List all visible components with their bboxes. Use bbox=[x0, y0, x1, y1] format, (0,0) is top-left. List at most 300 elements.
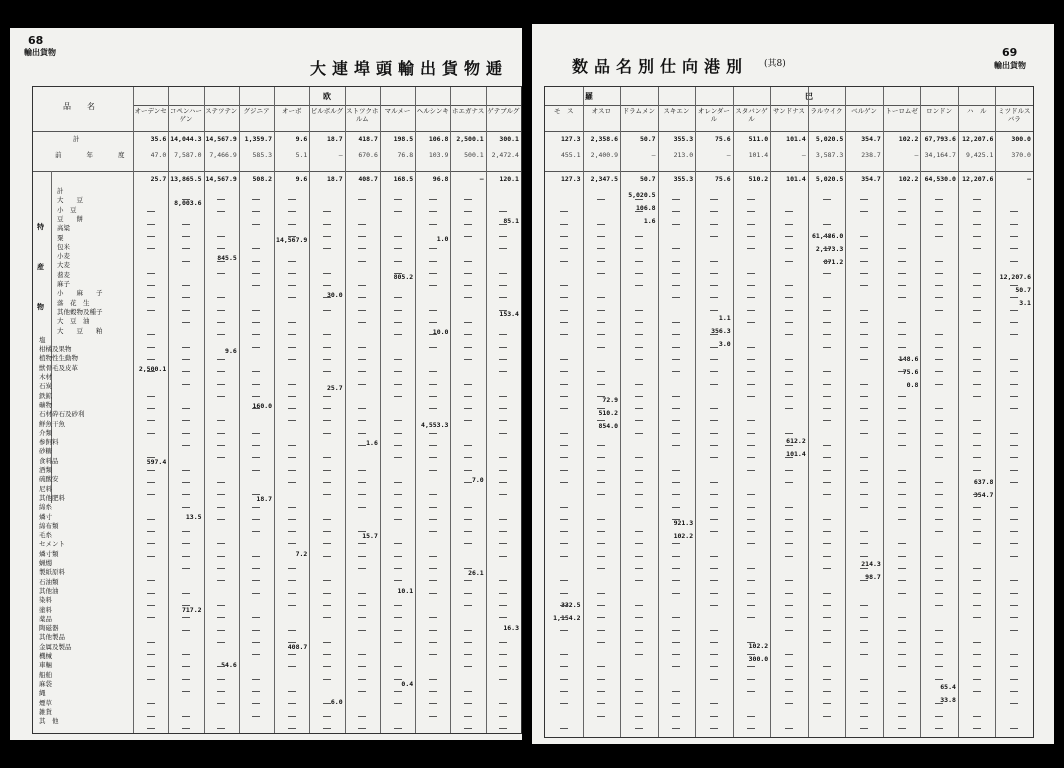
item-label: 蕎麦 bbox=[57, 270, 70, 279]
empty-cell-dash bbox=[1010, 359, 1018, 360]
empty-cell-dash bbox=[394, 494, 402, 495]
empty-cell-dash bbox=[288, 273, 296, 274]
total-row-cell: 9.6 bbox=[295, 135, 308, 143]
empty-cell-dash bbox=[898, 224, 906, 225]
empty-cell-dash bbox=[935, 494, 943, 495]
empty-cell-dash bbox=[747, 396, 755, 397]
empty-cell-dash bbox=[597, 445, 605, 446]
empty-cell-dash bbox=[499, 408, 507, 409]
empty-cell-dash bbox=[182, 531, 190, 532]
empty-cell-dash bbox=[217, 359, 225, 360]
special-total-cell: 127.3 bbox=[560, 175, 581, 183]
empty-cell-dash bbox=[394, 334, 402, 335]
empty-cell-dash bbox=[560, 297, 568, 298]
empty-cell-dash bbox=[898, 433, 906, 434]
empty-cell-dash bbox=[288, 347, 296, 348]
empty-cell-dash bbox=[499, 519, 507, 520]
empty-cell-dash bbox=[429, 568, 437, 569]
empty-cell-dash bbox=[217, 679, 225, 680]
empty-cell-dash bbox=[935, 211, 943, 212]
empty-cell-dash bbox=[499, 666, 507, 667]
empty-cell-dash bbox=[182, 408, 190, 409]
special-total-cell: — bbox=[479, 175, 484, 183]
item-label: 高粱 bbox=[57, 224, 70, 233]
empty-cell-dash bbox=[823, 666, 831, 667]
region-header: 欧 bbox=[323, 91, 331, 101]
empty-cell-dash bbox=[464, 728, 472, 729]
prev-row-cell: 76.8 bbox=[397, 151, 414, 159]
item-label: 煙草 bbox=[39, 698, 52, 707]
empty-cell-dash bbox=[499, 211, 507, 212]
empty-cell-dash bbox=[147, 580, 155, 581]
empty-cell-dash bbox=[429, 322, 437, 323]
empty-cell-dash bbox=[358, 556, 366, 557]
empty-cell-dash bbox=[747, 445, 755, 446]
empty-cell-dash bbox=[182, 593, 190, 594]
empty-cell-dash bbox=[288, 211, 296, 212]
empty-cell-dash bbox=[1010, 445, 1018, 446]
empty-cell-dash bbox=[252, 703, 260, 704]
item-label: 金属及製品 bbox=[39, 642, 72, 651]
empty-cell-dash bbox=[785, 470, 793, 471]
empty-cell-dash bbox=[710, 630, 718, 631]
empty-cell-dash bbox=[747, 199, 755, 200]
total-row-cell: 2,358.6 bbox=[590, 135, 619, 143]
empty-cell-dash bbox=[935, 310, 943, 311]
empty-cell-dash bbox=[358, 716, 366, 717]
empty-cell-dash bbox=[898, 630, 906, 631]
empty-cell-dash bbox=[464, 507, 472, 508]
value-cell: 13.5 bbox=[185, 513, 202, 521]
empty-cell-dash bbox=[973, 642, 981, 643]
empty-cell-dash bbox=[597, 334, 605, 335]
empty-cell-dash bbox=[898, 248, 906, 249]
empty-cell-dash bbox=[1010, 224, 1018, 225]
empty-cell-dash bbox=[147, 556, 155, 557]
empty-cell-dash bbox=[823, 630, 831, 631]
empty-cell-dash bbox=[1010, 310, 1018, 311]
empty-cell-dash bbox=[182, 322, 190, 323]
empty-cell-dash bbox=[898, 285, 906, 286]
empty-cell-dash bbox=[499, 371, 507, 372]
empty-cell-dash bbox=[358, 285, 366, 286]
empty-cell-dash bbox=[973, 716, 981, 717]
empty-cell-dash bbox=[182, 568, 190, 569]
empty-cell-dash bbox=[973, 371, 981, 372]
empty-cell-dash bbox=[635, 420, 643, 421]
empty-cell-dash bbox=[560, 236, 568, 237]
empty-cell-dash bbox=[785, 248, 793, 249]
empty-cell-dash bbox=[747, 359, 755, 360]
value-cell: 4,553.3 bbox=[421, 421, 449, 429]
empty-cell-dash bbox=[710, 531, 718, 532]
empty-cell-dash bbox=[358, 482, 366, 483]
empty-cell-dash bbox=[898, 261, 906, 262]
empty-cell-dash bbox=[860, 334, 868, 335]
empty-cell-dash bbox=[182, 445, 190, 446]
empty-cell-dash bbox=[898, 396, 906, 397]
value-cell: 871.2 bbox=[823, 258, 844, 266]
empty-cell-dash bbox=[323, 371, 331, 372]
empty-cell-dash bbox=[860, 322, 868, 323]
empty-cell-dash bbox=[323, 519, 331, 520]
empty-cell-dash bbox=[935, 261, 943, 262]
empty-cell-dash bbox=[252, 199, 260, 200]
item-label: 車輛 bbox=[39, 661, 52, 670]
empty-cell-dash bbox=[464, 605, 472, 606]
empty-cell-dash bbox=[747, 297, 755, 298]
empty-cell-dash bbox=[597, 568, 605, 569]
empty-cell-dash bbox=[785, 556, 793, 557]
prev-row-cell: 670.6 bbox=[358, 151, 378, 159]
empty-cell-dash bbox=[182, 728, 190, 729]
empty-cell-dash bbox=[252, 691, 260, 692]
empty-cell-dash bbox=[710, 457, 718, 458]
empty-cell-dash bbox=[499, 224, 507, 225]
empty-cell-dash bbox=[785, 445, 793, 446]
total-row-cell: 14,044.3 bbox=[170, 135, 202, 143]
empty-cell-dash bbox=[785, 580, 793, 581]
empty-cell-dash bbox=[898, 482, 906, 483]
column-divider bbox=[415, 87, 416, 733]
empty-cell-dash bbox=[394, 322, 402, 323]
empty-cell-dash bbox=[898, 691, 906, 692]
empty-cell-dash bbox=[672, 261, 680, 262]
special-total-cell: 101.4 bbox=[786, 175, 806, 183]
empty-cell-dash bbox=[1010, 236, 1018, 237]
value-cell: 354.7 bbox=[973, 491, 994, 499]
item-label: 鉄鉱 bbox=[39, 391, 52, 400]
empty-cell-dash bbox=[785, 224, 793, 225]
empty-cell-dash bbox=[182, 470, 190, 471]
empty-cell-dash bbox=[358, 666, 366, 667]
empty-cell-dash bbox=[785, 691, 793, 692]
value-cell: 3.0 bbox=[718, 340, 731, 348]
empty-cell-dash bbox=[394, 248, 402, 249]
column-header: オーボ bbox=[281, 107, 302, 115]
value-cell: 153.4 bbox=[499, 310, 519, 318]
value-cell: 30.0 bbox=[326, 291, 343, 299]
empty-cell-dash bbox=[323, 396, 331, 397]
empty-cell-dash bbox=[898, 408, 906, 409]
empty-cell-dash bbox=[217, 248, 225, 249]
empty-cell-dash bbox=[288, 531, 296, 532]
empty-cell-dash bbox=[935, 605, 943, 606]
empty-cell-dash bbox=[252, 519, 260, 520]
empty-cell-dash bbox=[635, 433, 643, 434]
value-cell: 612.2 bbox=[786, 437, 806, 445]
region-header-right: 巴 bbox=[805, 91, 813, 101]
total-row-cell: 106.8 bbox=[428, 135, 449, 143]
empty-cell-dash bbox=[935, 199, 943, 200]
item-label: 其他油 bbox=[39, 586, 59, 595]
prev-row-cell: 370.0 bbox=[1011, 151, 1031, 159]
empty-cell-dash bbox=[288, 420, 296, 421]
item-label: 綿糸 bbox=[39, 503, 52, 512]
empty-cell-dash bbox=[710, 433, 718, 434]
empty-cell-dash bbox=[429, 519, 437, 520]
empty-cell-dash bbox=[710, 605, 718, 606]
empty-cell-dash bbox=[323, 666, 331, 667]
item-label: 小 麻 子 bbox=[57, 289, 103, 298]
empty-cell-dash bbox=[597, 347, 605, 348]
item-label: 食料品 bbox=[39, 456, 59, 465]
empty-cell-dash bbox=[323, 211, 331, 212]
column-header: ミツドルスバラ bbox=[998, 107, 1031, 123]
empty-cell-dash bbox=[860, 408, 868, 409]
value-cell: 106.8 bbox=[636, 204, 656, 212]
empty-cell-dash bbox=[499, 347, 507, 348]
empty-cell-dash bbox=[358, 568, 366, 569]
item-label: 其他穀物及種子 bbox=[57, 307, 103, 316]
empty-cell-dash bbox=[358, 445, 366, 446]
empty-cell-dash bbox=[429, 457, 437, 458]
empty-cell-dash bbox=[898, 494, 906, 495]
empty-cell-dash bbox=[747, 433, 755, 434]
empty-cell-dash bbox=[823, 494, 831, 495]
value-cell: 845.5 bbox=[217, 254, 237, 262]
empty-cell-dash bbox=[860, 507, 868, 508]
empty-cell-dash bbox=[747, 605, 755, 606]
special-total-cell: 64,530.0 bbox=[924, 175, 956, 183]
empty-cell-dash bbox=[394, 420, 402, 421]
empty-cell-dash bbox=[358, 224, 366, 225]
empty-cell-dash bbox=[394, 580, 402, 581]
empty-cell-dash bbox=[710, 728, 718, 729]
empty-cell-dash bbox=[710, 408, 718, 409]
empty-cell-dash bbox=[323, 580, 331, 581]
empty-cell-dash bbox=[394, 728, 402, 729]
total-row-cell: 14,567.9 bbox=[205, 135, 237, 143]
empty-cell-dash bbox=[823, 273, 831, 274]
value-cell: 102.2 bbox=[748, 642, 769, 650]
empty-cell-dash bbox=[429, 248, 437, 249]
empty-cell-dash bbox=[785, 593, 793, 594]
item-label: 植物性生動物 bbox=[39, 354, 78, 363]
empty-cell-dash bbox=[860, 470, 868, 471]
empty-cell-dash bbox=[147, 248, 155, 249]
empty-cell-dash bbox=[785, 679, 793, 680]
empty-cell-dash bbox=[147, 347, 155, 348]
empty-cell-dash bbox=[217, 371, 225, 372]
empty-cell-dash bbox=[358, 679, 366, 680]
empty-cell-dash bbox=[635, 494, 643, 495]
empty-cell-dash bbox=[935, 519, 943, 520]
item-label: 木材 bbox=[39, 373, 52, 381]
empty-cell-dash bbox=[429, 347, 437, 348]
prev-year-label: 前 年 度 bbox=[55, 151, 129, 159]
empty-cell-dash bbox=[973, 384, 981, 385]
empty-cell-dash bbox=[935, 482, 943, 483]
empty-cell-dash bbox=[288, 654, 296, 655]
prev-row-cell: 34,164.7 bbox=[924, 151, 956, 159]
value-cell: 10.0 bbox=[432, 328, 449, 336]
empty-cell-dash bbox=[935, 433, 943, 434]
column-header: ホエガナス bbox=[451, 107, 485, 115]
empty-cell-dash bbox=[147, 728, 155, 729]
value-cell: 1.6 bbox=[366, 439, 378, 447]
empty-cell-dash bbox=[182, 666, 190, 667]
empty-cell-dash bbox=[635, 408, 643, 409]
empty-cell-dash bbox=[464, 543, 472, 544]
empty-cell-dash bbox=[147, 408, 155, 409]
empty-cell-dash bbox=[1010, 605, 1018, 606]
empty-cell-dash bbox=[823, 199, 831, 200]
item-label: 柑橘及果物 bbox=[39, 345, 72, 354]
empty-cell-dash bbox=[429, 273, 437, 274]
empty-cell-dash bbox=[1010, 728, 1018, 729]
item-label: 薬品 bbox=[39, 614, 52, 623]
empty-cell-dash bbox=[710, 420, 718, 421]
empty-cell-dash bbox=[252, 556, 260, 557]
empty-cell-dash bbox=[898, 334, 906, 335]
empty-cell-dash bbox=[147, 211, 155, 212]
empty-cell-dash bbox=[429, 494, 437, 495]
empty-cell-dash bbox=[635, 322, 643, 323]
empty-cell-dash bbox=[147, 716, 155, 717]
page-number-right: 69 bbox=[1002, 46, 1018, 59]
empty-cell-dash bbox=[252, 568, 260, 569]
empty-cell-dash bbox=[672, 408, 680, 409]
empty-cell-dash bbox=[182, 248, 190, 249]
empty-cell-dash bbox=[499, 556, 507, 557]
value-cell: 0.8 bbox=[906, 381, 919, 389]
empty-cell-dash bbox=[597, 716, 605, 717]
empty-cell-dash bbox=[429, 396, 437, 397]
empty-cell-dash bbox=[499, 482, 507, 483]
empty-cell-dash bbox=[672, 470, 680, 471]
empty-cell-dash bbox=[147, 703, 155, 704]
special-products-group: 特 産 物 bbox=[37, 222, 51, 311]
empty-cell-dash bbox=[635, 457, 643, 458]
empty-cell-dash bbox=[710, 507, 718, 508]
empty-cell-dash bbox=[785, 396, 793, 397]
prev-row-cell: 2,472.4 bbox=[491, 151, 519, 159]
empty-cell-dash bbox=[785, 728, 793, 729]
empty-cell-dash bbox=[358, 543, 366, 544]
empty-cell-dash bbox=[635, 347, 643, 348]
value-cell: 854.0 bbox=[598, 422, 619, 430]
column-divider bbox=[995, 87, 996, 737]
empty-cell-dash bbox=[1010, 507, 1018, 508]
empty-cell-dash bbox=[288, 322, 296, 323]
empty-cell-dash bbox=[560, 543, 568, 544]
empty-cell-dash bbox=[672, 666, 680, 667]
empty-cell-dash bbox=[747, 716, 755, 717]
empty-cell-dash bbox=[394, 543, 402, 544]
empty-cell-dash bbox=[973, 322, 981, 323]
empty-cell-dash bbox=[973, 728, 981, 729]
empty-cell-dash bbox=[710, 654, 718, 655]
empty-cell-dash bbox=[464, 580, 472, 581]
empty-cell-dash bbox=[560, 408, 568, 409]
empty-cell-dash bbox=[635, 630, 643, 631]
empty-cell-dash bbox=[823, 543, 831, 544]
item-label: 包米 bbox=[57, 242, 70, 251]
empty-cell-dash bbox=[710, 642, 718, 643]
empty-cell-dash bbox=[429, 617, 437, 618]
empty-cell-dash bbox=[935, 457, 943, 458]
empty-cell-dash bbox=[429, 531, 437, 532]
empty-cell-dash bbox=[898, 420, 906, 421]
column-divider bbox=[770, 87, 771, 737]
empty-cell-dash bbox=[747, 580, 755, 581]
empty-cell-dash bbox=[710, 703, 718, 704]
empty-cell-dash bbox=[217, 728, 225, 729]
value-cell: 8,003.6 bbox=[174, 199, 202, 207]
special-total-cell: 508.2 bbox=[252, 175, 273, 183]
empty-cell-dash bbox=[217, 666, 225, 667]
empty-cell-dash bbox=[323, 494, 331, 495]
empty-cell-dash bbox=[560, 322, 568, 323]
column-divider bbox=[658, 87, 659, 737]
empty-cell-dash bbox=[973, 310, 981, 311]
empty-cell-dash bbox=[1010, 211, 1018, 212]
empty-cell-dash bbox=[323, 236, 331, 237]
empty-cell-dash bbox=[785, 654, 793, 655]
empty-cell-dash bbox=[147, 433, 155, 434]
value-cell: 14,567.9 bbox=[276, 236, 308, 244]
empty-cell-dash bbox=[597, 420, 605, 421]
empty-cell-dash bbox=[323, 224, 331, 225]
empty-cell-dash bbox=[323, 728, 331, 729]
empty-cell-dash bbox=[394, 556, 402, 557]
empty-cell-dash bbox=[464, 420, 472, 421]
empty-cell-dash bbox=[429, 703, 437, 704]
empty-cell-dash bbox=[147, 371, 155, 372]
empty-cell-dash bbox=[147, 297, 155, 298]
empty-cell-dash bbox=[182, 433, 190, 434]
empty-cell-dash bbox=[1010, 457, 1018, 458]
total-row-cell: 418.7 bbox=[358, 135, 378, 143]
empty-cell-dash bbox=[147, 457, 155, 458]
empty-cell-dash bbox=[464, 359, 472, 360]
empty-cell-dash bbox=[672, 580, 680, 581]
item-label: 染料 bbox=[39, 596, 52, 605]
empty-cell-dash bbox=[597, 494, 605, 495]
empty-cell-dash bbox=[358, 248, 366, 249]
empty-cell-dash bbox=[560, 556, 568, 557]
empty-cell-dash bbox=[597, 310, 605, 311]
empty-cell-dash bbox=[935, 347, 943, 348]
empty-cell-dash bbox=[217, 482, 225, 483]
empty-cell-dash bbox=[785, 371, 793, 372]
empty-cell-dash bbox=[182, 556, 190, 557]
empty-cell-dash bbox=[358, 470, 366, 471]
total-row-cell: 5,020.5 bbox=[815, 135, 844, 143]
empty-cell-dash bbox=[217, 457, 225, 458]
empty-cell-dash bbox=[973, 273, 981, 274]
item-label: 鮮魚干魚 bbox=[39, 419, 65, 428]
empty-cell-dash bbox=[252, 630, 260, 631]
empty-cell-dash bbox=[288, 580, 296, 581]
empty-cell-dash bbox=[785, 605, 793, 606]
empty-cell-dash bbox=[182, 691, 190, 692]
empty-cell-dash bbox=[860, 396, 868, 397]
empty-cell-dash bbox=[672, 199, 680, 200]
empty-cell-dash bbox=[785, 310, 793, 311]
value-cell: 101.4 bbox=[786, 450, 806, 458]
empty-cell-dash bbox=[358, 728, 366, 729]
value-cell: 1.1 bbox=[718, 314, 731, 322]
empty-cell-dash bbox=[935, 716, 943, 717]
empty-cell-dash bbox=[710, 199, 718, 200]
empty-cell-dash bbox=[499, 420, 507, 421]
empty-cell-dash bbox=[898, 556, 906, 557]
empty-cell-dash bbox=[785, 359, 793, 360]
empty-cell-dash bbox=[358, 654, 366, 655]
column-header: スタバンゲル bbox=[735, 107, 768, 123]
